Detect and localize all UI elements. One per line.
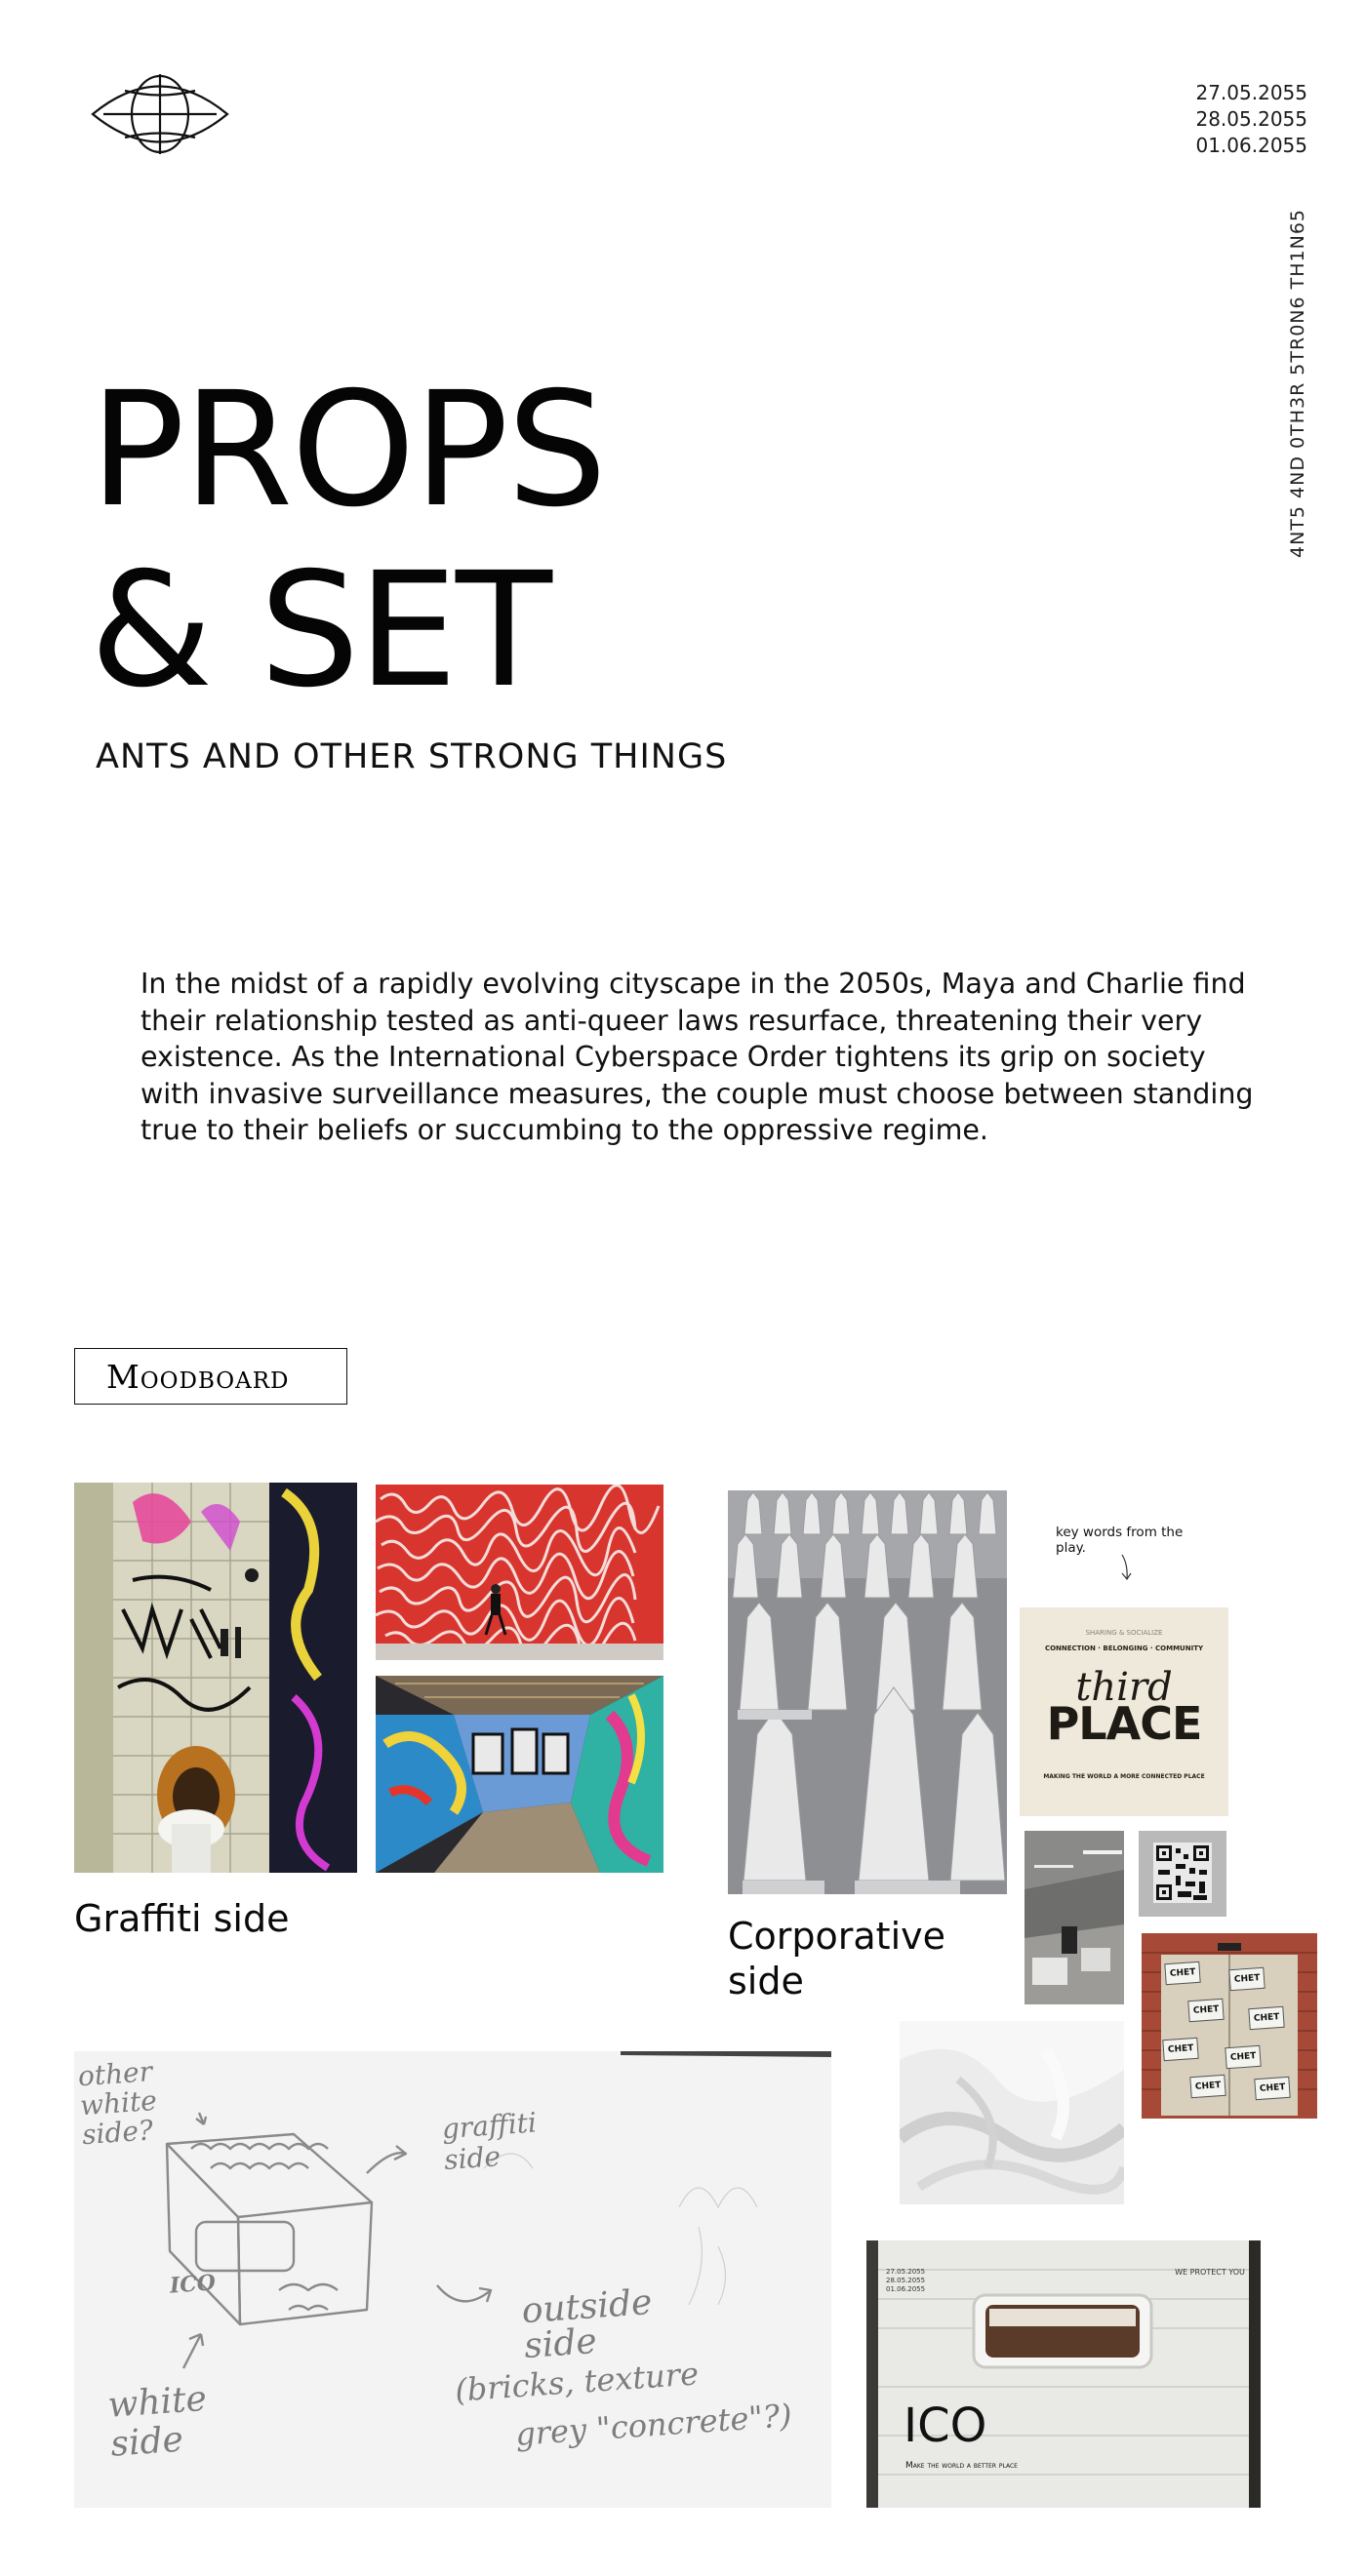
down-arrow-icon <box>1112 1553 1142 1582</box>
white-fabric-photo <box>900 2021 1124 2204</box>
poster-top-label: SHARING & SOCIALIZE <box>1085 1629 1163 1637</box>
ico-tagline: Make the world a better place <box>905 2461 1018 2471</box>
ico-logo: ICO <box>904 2398 987 2453</box>
synopsis-paragraph: In the midst of a rapidly evolving cityscape in the 2050s, Maya and Charlie find their relationship tested as anti-queer laws resurface, threatening their very existence. As the International Cyberspace Order tightens its grip on society with invasive surveillance measures, the couple must choose between standing true to their beliefs or succumbing to the oppressive regime. <box>141 968 1254 1146</box>
poster-tagline: CONNECTION · BELONGING · COMMUNITY <box>1044 1645 1204 1652</box>
ico-date: 28.05.2055 <box>886 2277 926 2284</box>
corporate-caption-line-1: Corporative <box>728 1915 946 1958</box>
key-words-note: key words from the play. <box>1056 1525 1184 1556</box>
poster-word-bold: PLACE <box>1046 1697 1202 1750</box>
ico-date: 01.06.2055 <box>886 2285 926 2293</box>
moodboard-label: Moodboard <box>106 1358 290 1396</box>
third-place-poster <box>1020 1607 1228 1816</box>
sketch-note-grey: grey "concrete"?) <box>514 2397 793 2453</box>
poster-bottom-line: MAKING THE WORLD A MORE CONNECTED PLACE <box>1043 1773 1205 1780</box>
ico-panel-photo <box>866 2240 1261 2508</box>
graffiti-toilet-photo <box>74 1483 357 1873</box>
title-line-2: & SET <box>90 539 550 723</box>
red-graffiti-wall-photo <box>376 1485 663 1660</box>
date-item: 01.06.2055 <box>1195 134 1307 157</box>
qr-code-icon <box>1139 1831 1226 1917</box>
graffiti-tunnel-photo <box>376 1676 663 1873</box>
sketch-note-white: white side <box>106 2378 209 2465</box>
sketch-note-other-white: other white side? <box>76 2055 158 2152</box>
ico-top-right-label: WE PROTECT YOU <box>1175 2268 1245 2277</box>
sketch-note-bricks: (bricks, texture <box>453 2355 701 2409</box>
date-item: 28.05.2055 <box>1195 107 1307 131</box>
white-cones-photo <box>728 1490 1007 1894</box>
grey-room-photo <box>1024 1831 1124 2004</box>
corporate-side-caption <box>728 1914 945 2003</box>
sticker: CHET <box>1187 1999 1225 2022</box>
vertical-title <box>1283 208 1312 558</box>
sticker: CHET <box>1228 1967 1266 1991</box>
sketch-photo <box>74 2051 831 2508</box>
eye-globe-icon <box>90 72 230 156</box>
title-line-1: PROPS <box>90 359 606 542</box>
sticker: CHET <box>1225 2045 1262 2069</box>
vertical-title-text: 4NT5 4ND 0TH3R 5TR0N6 TH1N65 <box>1287 208 1308 558</box>
page-title <box>90 361 605 722</box>
sticker: CHET <box>1164 1962 1201 1985</box>
ico-dates <box>886 2268 925 2294</box>
moodboard-label-box <box>74 1348 347 1405</box>
sticker: CHET <box>1254 2077 1291 2100</box>
ico-date: 27.05.2055 <box>886 2268 926 2276</box>
sketch-note-graffiti: graffiti side <box>440 2106 538 2177</box>
graffiti-side-caption: Graffiti side <box>74 1897 290 1940</box>
sketch-note-ico: ICO <box>169 2270 217 2299</box>
sticker: CHET <box>1248 2006 1285 2030</box>
sticker: CHET <box>1162 2038 1199 2061</box>
sticker-grid <box>1161 1961 1298 2107</box>
dates-list <box>1151 80 1307 159</box>
sketch-note-outside: outside side <box>520 2281 654 2367</box>
poster-word-script: third <box>1075 1665 1173 1710</box>
page-subtitle: ANTS AND OTHER STRONG THINGS <box>96 737 728 776</box>
corporate-caption-line-2: side <box>728 1960 804 2002</box>
sticker: CHET <box>1189 2075 1226 2098</box>
date-item: 27.05.2055 <box>1195 81 1307 104</box>
